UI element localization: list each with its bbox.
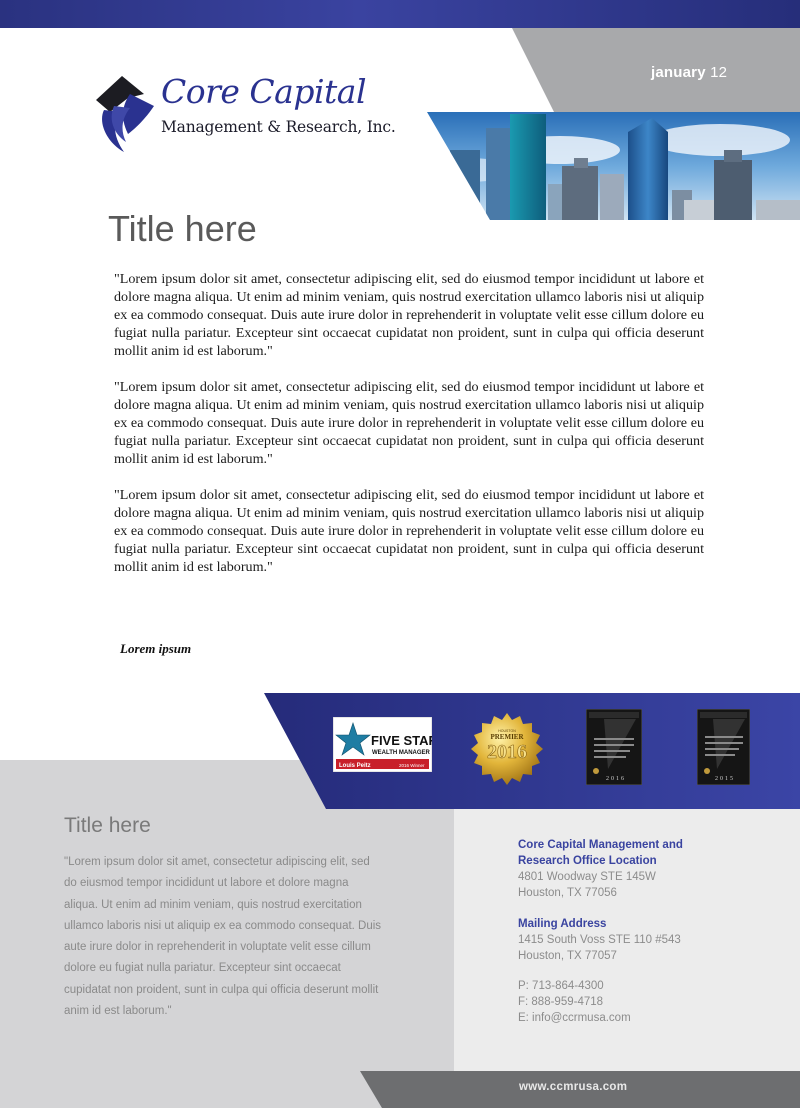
office-heading-line-2: Research Office Location [518, 855, 657, 867]
five-star-winner-name: Louis Peitz [339, 763, 371, 769]
mailing-heading: Mailing Address [518, 918, 607, 930]
city-skyline-photo [420, 112, 800, 220]
core-capital-logo-icon [92, 76, 162, 152]
office-address-line-1: 4801 Woodway STE 145W [518, 871, 656, 883]
five-star-winner-year: 2016 Winner [399, 763, 425, 768]
premier-year: 2016 [487, 741, 527, 763]
five-star-title: FIVE STAR [371, 733, 432, 748]
premier-label: PREMIER [490, 733, 524, 741]
five-star-award-badge [333, 717, 432, 772]
footer-title: Title here [64, 814, 151, 837]
logo-company-subtitle: Management & Research, Inc. [161, 118, 396, 136]
signature-line: Lorem ipsum [120, 641, 192, 656]
office-heading-line-1: Core Capital Management and [518, 839, 683, 851]
issue-month: january [651, 64, 706, 81]
body-paragraph: "Lorem ipsum dolor sit amet, consectetur adipiscing elit, sed do eiusmod tempor incididunt ut labore et dolore magna aliqua. Ut enim ad minim veniam, quis nostrud exercitation ullamco laboris nisi ut aliquip ex ea commodo consequat. Duis aute irure dolor in reprehenderit in voluptate velit esse cillum dolore eu fugiat nulla pariatur. Excepteur sint occaecat cupidatat non proident, sunt in culpa qui officia deserunt mollit anim id est laborum." [114, 271, 704, 359]
book-2016-year: 2016 [606, 776, 626, 782]
mailing-address-line-2: Houston, TX 77057 [518, 950, 617, 962]
logo-company-name: Core Capital [161, 72, 367, 111]
premier-small-text: HOUSTON [498, 729, 516, 733]
body-paragraph: "Lorem ipsum dolor sit amet, consectetur adipiscing elit, sed do eiusmod tempor incididunt ut labore et dolore magna aliqua. Ut enim ad minim veniam, quis nostrud exercitation ullamco laboris nisi ut aliquip ex ea commodo consequat. Duis aute irure dolor in reprehenderit in voluptate velit esse cillum dolore eu fugiat nulla pariatur. Excepteur sint occaecat cupidatat non proident, sunt in culpa qui officia deserunt mollit anim id est laborum." [114, 487, 704, 575]
top-wealth-managers-2015-book [697, 709, 750, 785]
phone-number: P: 713-864-4300 [518, 980, 604, 992]
top-wealth-managers-2016-book [586, 709, 642, 785]
body-paragraph: "Lorem ipsum dolor sit amet, consectetur adipiscing elit, sed do eiusmod tempor incididunt ut labore et dolore magna aliqua. Ut enim ad minim veniam, quis nostrud exercitation ullamco laboris nisi ut aliquip ex ea commodo consequat. Duis aute irure dolor in reprehenderit in voluptate velit esse cillum dolore eu fugiat nulla pariatur. Excepteur sint occaecat cupidatat non proident, sunt in culpa qui officia deserunt mollit anim id est laborum." [114, 379, 704, 467]
website-link[interactable]: www.ccmrusa.com [519, 1081, 628, 1093]
fax-number: F: 888-959-4718 [518, 996, 604, 1008]
issue-date [651, 64, 727, 81]
page-title: Title here [108, 208, 257, 249]
mailing-address-line-1: 1415 South Voss STE 110 #543 [518, 934, 681, 946]
office-address-line-2: Houston, TX 77056 [518, 887, 617, 899]
email-address[interactable]: E: info@ccrmusa.com [518, 1012, 631, 1024]
book-2015-year: 2015 [715, 776, 735, 782]
premier-2016-seal-badge [466, 708, 548, 790]
five-star-subtitle: WEALTH MANAGER [372, 750, 430, 756]
footer-paragraph: "Lorem ipsum dolor sit amet, consectetur adipiscing elit, sed do eiusmod tempor incididunt ut labore et dolore magna aliqua. Ut enim ad minim veniam, quis nostrud exercitation ullamco laboris nisi ut aliquip ex ea commodo consequat. Duis aute irure dolor in reprehenderit in voluptate velit esse cillum dolore eu fugiat nulla pariatur. Excepteur sint occaecat cupidatat non proident, sunt in culpa qui officia deserunt mollit anim id est laborum." [64, 856, 382, 1018]
issue-year: 12 [710, 64, 728, 81]
